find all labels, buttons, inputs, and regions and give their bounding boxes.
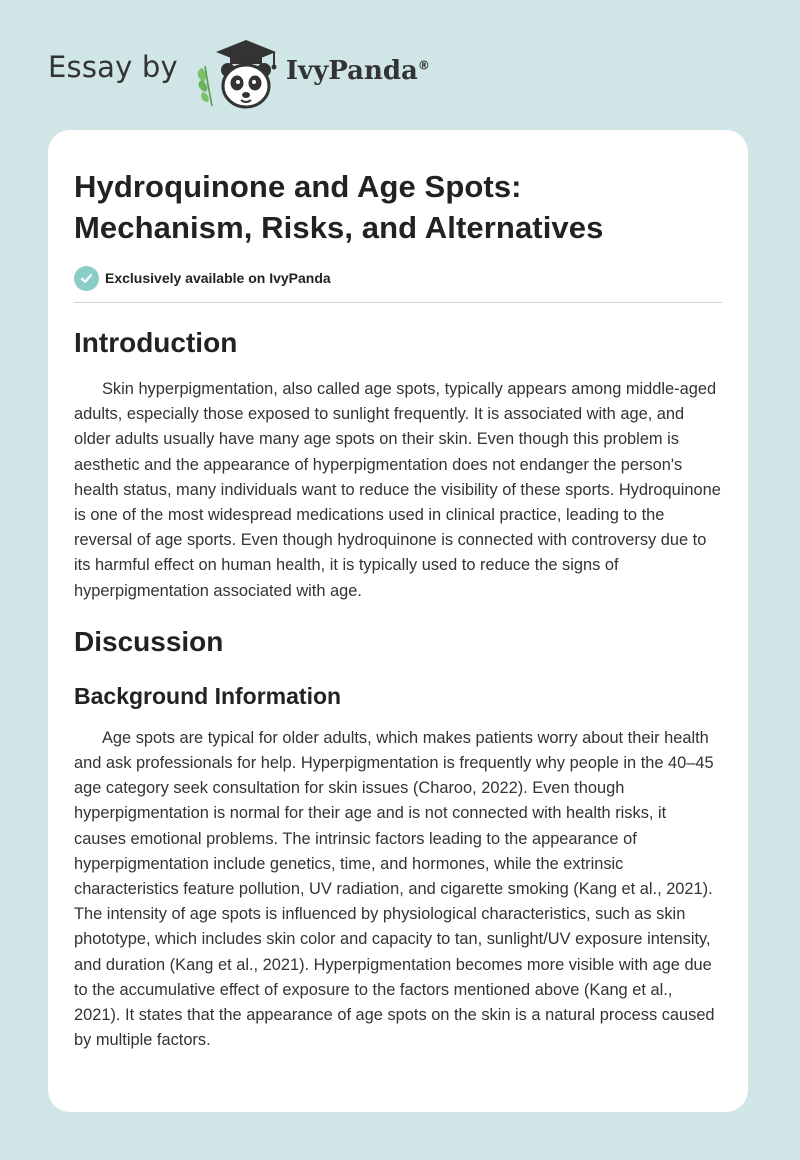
brand-name[interactable]: IvyPanda®	[285, 56, 430, 86]
subheading-background-information: Background Information	[74, 682, 342, 709]
registered-mark: ®	[417, 58, 430, 73]
introduction-paragraph: Skin hyperpigmentation, also called age spots, typically appears among middle-aged adults, especially those exposed to sunlight frequently. It is associated with age, and older adults usually have many age spots on their skin. Even though this problem is aesthetic and the appearance of hyperpigmentation does not endanger the person's health status, many individuals want to reduce the visibility of these sports. Hydroquinone is one of the most widespread medications used in clinical practice, leading to the reversal of age sports. Even though hydroquinone is connected with controversy due to its harmful effect on human health, it is typically used to reduce the signs of hyperpigmentation associated with age.	[74, 380, 721, 600]
divider	[74, 302, 722, 303]
section-heading-introduction: Introduction	[74, 327, 238, 358]
essay-card	[48, 130, 748, 1112]
panda-graduate-icon[interactable]	[194, 36, 282, 110]
check-circle-icon	[74, 266, 99, 291]
page-title	[74, 166, 722, 248]
brand-prefix: Essay by	[48, 50, 178, 84]
badge-label: Exclusively available on IvyPanda	[105, 270, 331, 286]
section-heading-discussion: Discussion	[74, 625, 224, 657]
title-line-2: Mechanism, Risks, and Alternatives	[74, 210, 604, 245]
title-line-1: Hydroquinone and Age Spots:	[74, 169, 522, 204]
brand-header	[48, 36, 430, 110]
background-paragraph: Age spots are typical for older adults, which makes patients worry about their health and ask professionals for help. Hyperpigmentation is frequently why people in the 40–45 age category seek consultation for skin issues (Charoo, 2022). Even though hyperpigmentation is normal for their age and is not connected with health risks, it causes emotional problems. The intrinsic factors leading to the appearance of hyperpigmentation include genetics, time, and hormones, while the extrinsic characteristics feature pollution, UV radiation, and cigarette smoking (Kang et al., 2021). The intensity of age spots is influenced by physiological characteristics, such as skin phototype, which includes skin color and capacity to tan, sunlight/UV exposure intensity, and duration (Kang et al., 2021). Hyperpigmentation becomes more visible with age due to the accumulative effect of exposure to the factors mentioned above (Kang et al., 2021). It states that the appearance of age spots on the skin is a natural process caused by multiple factors.	[74, 728, 715, 1050]
exclusive-badge	[74, 264, 722, 292]
